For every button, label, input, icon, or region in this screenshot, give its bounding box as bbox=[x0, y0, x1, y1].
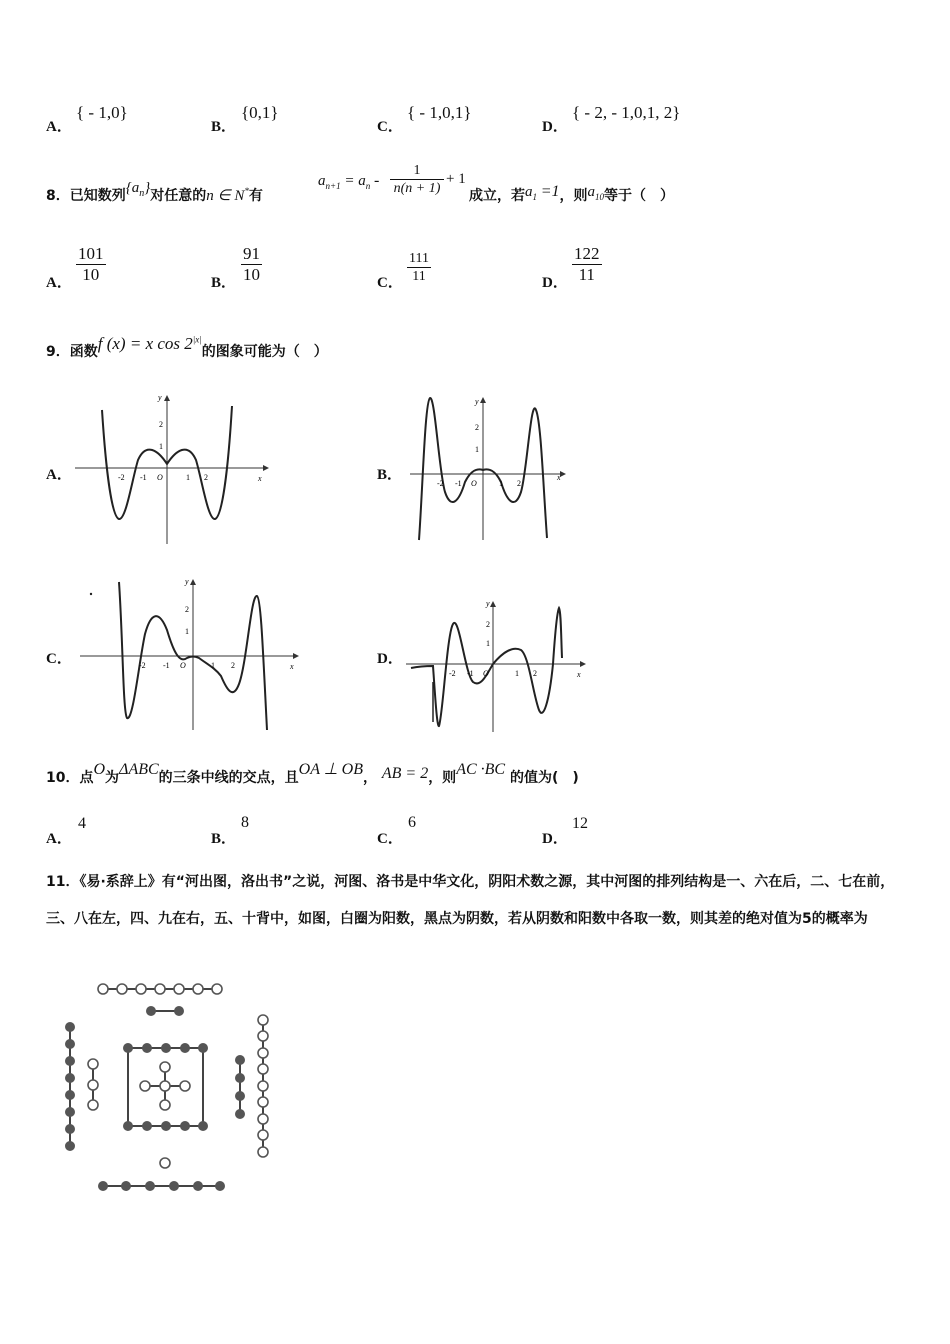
q10-option-a-value: 4 bbox=[78, 815, 86, 832]
y-tick-label-1: 1 bbox=[185, 627, 189, 636]
stem-text: ，则 bbox=[559, 188, 588, 204]
question-9-stem bbox=[46, 334, 328, 361]
x-tick-label-2: 2 bbox=[533, 669, 537, 678]
y-tick-label-1: 1 bbox=[475, 445, 479, 454]
stem-text: 成立，若 bbox=[469, 188, 525, 204]
q9-option-c-label: C． bbox=[46, 651, 72, 667]
x-axis-arrow-icon bbox=[263, 465, 269, 471]
stem-text: ， bbox=[362, 770, 377, 786]
q9-option-a-label: A． bbox=[46, 467, 72, 483]
y-tick-label-2: 2 bbox=[486, 620, 490, 629]
question-10-stem bbox=[46, 761, 579, 787]
left-three-white bbox=[88, 1059, 98, 1110]
stem-text: 已知数列 bbox=[69, 188, 126, 204]
fraction-denominator: 11 bbox=[578, 265, 595, 284]
math: - bbox=[373, 172, 380, 189]
x-tick-label-neg2: -2 bbox=[437, 479, 444, 488]
fraction-numerator: 101 bbox=[78, 244, 104, 263]
y-tick-label-1: 1 bbox=[159, 442, 163, 451]
q7-option-b-value: {0,1} bbox=[241, 103, 279, 122]
y-axis-label: y bbox=[486, 599, 490, 608]
x-tick-label-2: 2 bbox=[231, 661, 235, 670]
x-tick-label-1: 1 bbox=[499, 479, 503, 488]
fraction-denominator: 11 bbox=[412, 269, 426, 284]
question-number: 9． bbox=[46, 344, 70, 360]
origin-label: O bbox=[180, 661, 186, 670]
y-tick-label-2: 2 bbox=[159, 420, 163, 429]
question-number: 11． bbox=[46, 874, 80, 890]
math: a bbox=[525, 184, 533, 200]
q10-option-d-label: D． bbox=[542, 831, 568, 847]
question-11-stem bbox=[46, 864, 908, 938]
y-axis-arrow-icon bbox=[190, 579, 196, 585]
fraction-denominator: n(n + 1) bbox=[393, 181, 441, 196]
q7-option-b-label: B． bbox=[211, 119, 237, 135]
fraction-numerator: 122 bbox=[574, 244, 600, 263]
function-formula: f (x) = x cos 2 bbox=[97, 334, 193, 353]
q7-option-a-label: A． bbox=[46, 119, 72, 135]
q7-option-d-value: { - 2, - 1,0,1, 2} bbox=[572, 103, 681, 122]
recurrence-plus: + 1 bbox=[446, 171, 466, 187]
math-sub: n bbox=[139, 188, 145, 199]
stem-text: 对任意的 bbox=[150, 188, 207, 204]
fraction-denominator: 10 bbox=[243, 265, 260, 284]
q8-option-b-label: B． bbox=[211, 275, 237, 291]
stem-text: 《易·系辞上》有“河出图，洛出书”之说，河图、洛书是中华文化，阴阳术数之源，其中河图的排列结构是一、六在后，二、七在前，三、八在左，四、九在右，五、十背中，如图，白圈为阳数，黑点为阴数，若从阴数和阳数中各取一数，则其差的绝对值为5的概率为 bbox=[46, 874, 895, 927]
q10-option-c-label: C． bbox=[377, 831, 403, 847]
q8-option-d-fraction bbox=[572, 244, 602, 285]
graph-option-a bbox=[70, 392, 270, 548]
q8-option-c-fraction bbox=[407, 250, 431, 285]
x-tick-label-neg1: -1 bbox=[140, 473, 147, 482]
q7-option-c-label: C． bbox=[377, 119, 403, 135]
x-axis-arrow-icon bbox=[580, 661, 586, 667]
y-tick-label-2: 2 bbox=[185, 605, 189, 614]
y-axis-arrow-icon bbox=[480, 397, 486, 403]
top-seven-white bbox=[98, 984, 222, 994]
fraction-numerator: 1 bbox=[390, 162, 444, 180]
q9-option-b-label: B． bbox=[377, 467, 403, 483]
math: =1 bbox=[540, 183, 560, 200]
q8-option-c-label: C． bbox=[377, 275, 403, 291]
question-number: 10． bbox=[46, 770, 80, 786]
math: a bbox=[318, 173, 326, 189]
stem-text: 有 bbox=[248, 188, 263, 204]
q10-option-c-value: 6 bbox=[408, 814, 416, 831]
stem-text: 的三条中线的交点，且 bbox=[158, 770, 299, 786]
x-axis-arrow-icon bbox=[293, 653, 299, 659]
q10-option-d-value: 12 bbox=[572, 815, 588, 832]
x-tick-label-1: 1 bbox=[211, 661, 215, 670]
graph-option-c bbox=[75, 572, 305, 734]
origin-label: O bbox=[471, 479, 477, 488]
y-axis-label: y bbox=[475, 397, 479, 406]
q10-option-b-label: B． bbox=[211, 831, 237, 847]
q8-option-a-fraction bbox=[76, 244, 106, 285]
math-ab-length: AB = 2 bbox=[381, 765, 429, 782]
recurrence-formula bbox=[318, 172, 379, 191]
math-sup: * bbox=[244, 186, 249, 196]
question-number: 8． bbox=[46, 188, 70, 204]
math-dot-product: AC ·BC bbox=[456, 761, 506, 778]
stem-text: 的值为( ) bbox=[509, 770, 579, 786]
q7-option-d-label: D． bbox=[542, 119, 568, 135]
stem-text: 为 bbox=[105, 770, 120, 786]
math-seq: {a bbox=[125, 180, 140, 196]
math: = a bbox=[344, 173, 366, 189]
fraction-numerator: 91 bbox=[243, 244, 260, 263]
origin-label: O bbox=[483, 669, 489, 678]
y-tick-label-1: 1 bbox=[486, 639, 490, 648]
x-tick-label-neg1: -1 bbox=[163, 661, 170, 670]
y-axis-label: y bbox=[158, 393, 162, 402]
stem-text: 等于（ ） bbox=[604, 188, 675, 204]
math-point-o: O bbox=[93, 761, 106, 778]
q8-option-a-label: A． bbox=[46, 275, 72, 291]
y-axis-arrow-icon bbox=[490, 601, 496, 607]
question-8-stem bbox=[46, 180, 263, 207]
stem-text: 函数 bbox=[69, 344, 98, 360]
x-tick-label-1: 1 bbox=[186, 473, 190, 482]
fraction-denominator: 10 bbox=[82, 265, 100, 284]
math: a bbox=[587, 184, 596, 200]
stray-dot bbox=[90, 593, 92, 595]
q9-option-d-label: D． bbox=[377, 651, 403, 667]
x-axis-label: x bbox=[557, 473, 561, 482]
math-sup: |x| bbox=[192, 334, 202, 345]
q7-option-a-value: { - 1,0} bbox=[76, 103, 128, 122]
q10-option-a-label: A． bbox=[46, 831, 72, 847]
x-axis-label: x bbox=[258, 474, 262, 483]
q8-option-b-fraction bbox=[241, 244, 262, 285]
stem-text: 的图象可能为（ ） bbox=[201, 344, 328, 360]
x-axis-label: x bbox=[290, 662, 294, 671]
origin-label: O bbox=[157, 473, 163, 482]
x-axis-label: x bbox=[577, 670, 581, 679]
y-tick-label-2: 2 bbox=[475, 423, 479, 432]
fraction-numerator: 111 bbox=[409, 251, 429, 266]
y-axis-arrow-icon bbox=[164, 395, 170, 401]
stem-text: ，则 bbox=[428, 770, 457, 786]
x-axis-arrow-icon bbox=[560, 471, 566, 477]
graph-option-d bbox=[403, 594, 593, 734]
q8-option-d-label: D． bbox=[542, 275, 568, 291]
x-tick-label-neg2: -2 bbox=[449, 669, 456, 678]
math-seq-close: } bbox=[144, 180, 151, 196]
question-8-stem-cont bbox=[469, 185, 674, 206]
math-sub: n+1 bbox=[325, 181, 341, 191]
x-tick-label-neg1: -1 bbox=[455, 479, 462, 488]
math-perpendicular: OA ⊥ OB bbox=[298, 761, 363, 778]
math-sub: 1 bbox=[532, 192, 537, 202]
q7-option-c-value: { - 1,0,1} bbox=[407, 103, 472, 122]
math-triangle: ΔABC bbox=[119, 761, 159, 778]
hetu-diagram bbox=[55, 975, 285, 1200]
graph-option-b bbox=[405, 392, 575, 542]
q10-option-b-value: 8 bbox=[241, 814, 249, 831]
x-tick-label-neg2: -2 bbox=[139, 661, 146, 670]
right-nine-white bbox=[258, 1015, 268, 1157]
recurrence-fraction bbox=[390, 162, 444, 197]
y-axis-label: y bbox=[185, 577, 189, 586]
x-tick-label-neg2: -2 bbox=[118, 473, 125, 482]
stem-text: 点 bbox=[79, 770, 94, 786]
center-five-white bbox=[140, 1062, 190, 1110]
x-tick-label-2: 2 bbox=[517, 479, 521, 488]
x-tick-label-neg1: -1 bbox=[467, 669, 474, 678]
math-cond: n ∈ N bbox=[206, 188, 245, 204]
x-tick-label-1: 1 bbox=[515, 669, 519, 678]
math-sub: n bbox=[365, 181, 371, 191]
bottom-one-white bbox=[160, 1158, 170, 1168]
x-tick-label-2: 2 bbox=[204, 473, 208, 482]
math-sub: 10 bbox=[595, 192, 605, 202]
